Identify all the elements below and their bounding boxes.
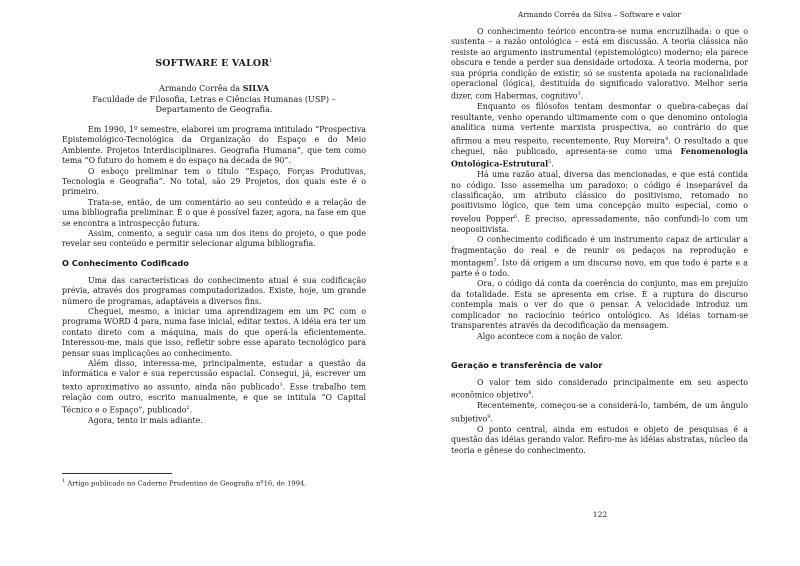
footnote-ref[interactable]: 4 — [665, 135, 669, 142]
intro-paragraph: O esboço preliminar tem o título “Espaço, Forças Produtivas, Tecnologia e Geografia”. No total, são 29 Projetos, dos quais este é o primeiro. — [62, 166, 366, 197]
body-paragraph: Ora, o código dá conta da coerência do conjunto, mas em prejuízo da totalidade. Esta se apresenta em crise. É a ruptura do discurso contempla mais o ver do que o pensar. A velocidade introduz um complicador no raciocínio teórico ontológico. As idéias tornam-se transparentes através da decodificação da mensagem. — [451, 279, 748, 331]
intro-paragraph: Assim, comento, a seguir casa um dos itens do projeto, o que pode revelar seu conteúdo e permitir selecionar alguma bibliografia. — [62, 228, 366, 249]
body-paragraph: O conhecimento teórico encontra-se numa encruzilhada: o que o sustenta – a razão ontológica – está em discussão. A teoria clássica não resiste ao argumento instrumental (epistemológico) moderno; ela parece obscura e tende a perder sua densidade ortodoxa. A teoria moderna, por sua própria condição de existir, só se sustenta apoiada na racionalidade operacional (lógica), destituída do significado valorativo. Melhor seria dizer, com Habermas, cognitivo$^3$. — [451, 27, 748, 102]
body-paragraph: O conhecimento codificado é um instrumento capaz de articular a fragmentação do real e de reunir os pedaços na reprodução e montagem$^7$. Isto dá origem a um discurso novo, em que todo é parte e a parte é o todo. — [451, 235, 748, 279]
section-heading: Geração e transferência de valor — [451, 359, 603, 370]
running-header: Armando Corrêa da Silva – Software e valor — [518, 10, 681, 19]
right-text — [451, 27, 748, 342]
body-paragraph: Há uma razão atual, diversa das mencionadas, e que está contida no código. Isso assemelha um paradoxo: o código é inseparável da classificação, um atributo clássico do positivismo, retomado no positivismo lógico, que tem uma concepção muito especial, como o revelou Popper$^6$. É preciso, apressadamente, não confundi-lo com um neopositivista. — [451, 170, 749, 234]
footnote: $^1$ Artigo publicado no Caderno Prudentino de Geografia nº16, de 1994. — [62, 478, 307, 488]
intro-text — [62, 125, 366, 250]
footnote-mark: 1 — [62, 478, 66, 484]
intro-paragraph: Trata-se, então, de um comentário ao seu conteúdo e a relação de uma bibliografia preliminar. É o que é possível fazer, agora, na fase em que se encontra a introspecção futura. — [62, 197, 366, 228]
section-text — [451, 378, 748, 456]
footnote-ref[interactable]: 7 — [493, 258, 497, 265]
intro-paragraph: Em 1990, 1º semestre, elaborei um programa intitulado “Prospectiva Epistemológico-Tecnológica da Organização do Espaço e do Meio Ambiente. Projetos Interdisciplinares. Geografia Humana”, que tem como tema “O futuro do homem e do espaço na década de 90”. — [62, 124, 366, 166]
body-paragraph: Agora, tento ir mais adiante. — [88, 416, 203, 426]
footnote-ref[interactable]: 8 — [528, 390, 532, 397]
author-surname: SILVA — [242, 83, 269, 94]
footnote-ref[interactable]: 1 — [279, 381, 283, 388]
author-affiliation: Faculdade de Filosofia, Letras e Ciências Humanas (USP) – Departamento de Geografia. — [92, 93, 336, 115]
body-paragraph: Uma das características do conhecimento atual é sua codificação prévia, através dos programas computadorizados. Existe, hoje, um grande número de programas, adaptáveis a diversos fins. — [62, 275, 366, 306]
footnote-divider — [62, 473, 172, 474]
body-paragraph: Além disso, interessa-me, principalmente, estudar a questão da informática e valor e sua repercussão espacial. Consegui, já, escrever um texto aproximativo ao assunto, ainda não publicado$^1$. Esse trabalho tem relação com outro, escrito manualmente, e que se intitula “O Capital Técnico e o Espaço”, publicado$^2$. — [62, 359, 366, 415]
footnote-ref[interactable]: 5 — [548, 159, 552, 166]
author-line: Armando Corrêa da SILVA — [159, 83, 269, 94]
footnote-ref[interactable]: 3 — [577, 91, 581, 98]
right-page — [400, 0, 800, 566]
emphasized-term: Fenomenologia Ontológica-Estrutural — [451, 146, 748, 169]
footnote-ref[interactable]: 2 — [186, 405, 190, 412]
body-paragraph: Recentemente, começou-se a considerá-lo, também, de um ângulo subjetivo$^9$. — [451, 401, 748, 424]
page-number: 122 — [592, 510, 608, 519]
footnote-ref[interactable]: 6 — [514, 213, 518, 220]
footnote-ref[interactable]: 9 — [487, 413, 491, 420]
body-paragraph: Enquanto os filósofos tentam desmontar o quebra-cabeças daí resultante, venho operando ultimamente com o que denomino ontologia analítica numa vertente marxista prospectiva, ao contrário do que afirmou a meu respeito, recentemente, Ruy Moreira$^4$. O resultado a que cheguei, não publicado, apresenta-se como uma Fenomenologia Ontológica-Estrutural$^5$. — [451, 102, 748, 169]
body-paragraph: Cheguei, mesmo, a iniciar uma aprendizagem em um PC com o programa WORD 4 para, numa fase inicial, editar textos. A idéia era ter um contato direto com a máquina, mais do que operá-la eficientemente. Interessou-me, mais que isso, refletir sobre esse aparato tecnológico para pensar suas implicações ao conhecimento. — [62, 307, 366, 358]
section-heading: O Conhecimento Codificado — [62, 257, 189, 268]
body-paragraph: O ponto central, ainda em estudos e objeto de pesquisas é a questão das idéias gerando valor. Refiro-me às idéias abstratas, núcleo da teoria e gênese do conhecimento. — [451, 424, 748, 455]
title-footnote-mark: 1 — [269, 58, 273, 64]
body-paragraph: Algo acontece com a noção de valor. — [477, 331, 623, 341]
section-text — [62, 276, 366, 427]
article-title: SOFTWARE E VALOR$^1$ — [155, 58, 273, 70]
body-paragraph: O valor tem sido considerado principalmente em seu aspecto econômico objetivo$^8$. — [451, 377, 748, 400]
